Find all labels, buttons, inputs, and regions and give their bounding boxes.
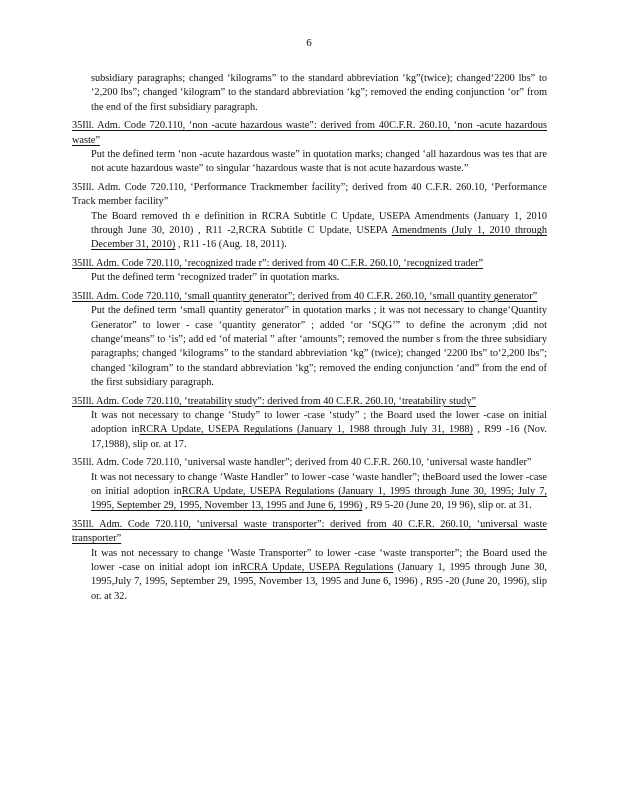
entry-small-quantity-generator xyxy=(72,290,547,391)
entry-non-acute-hazardous-waste xyxy=(72,119,547,177)
entry-heading: 35Ill. Adm. Code 720.110, ‘treatability study”: derived from 40 C.F.R. 260.10, ‘treatability study” xyxy=(72,395,477,407)
entry-text-plain: The Board removed th e definition in RCRA Subtitle C Update, USEPA Amendments (January 1, 2010 through June 30, 2010) , R11 -2,RCRA Subtitle C Update, USEPA xyxy=(91,210,547,237)
entry-text xyxy=(72,547,547,605)
entry-heading: 35Ill. Adm. Code 720.110, ‘small quantity generator”; derived from 40 C.F.R. 260.10, ‘small quantity generator” xyxy=(72,290,538,302)
entry-text-underlined: RCRA Update, USEPA Regulations (January 1, 1995 through June 30, 1995; July 7, 1995, September 29, 1995, November 13, 1995 and June 6, 1996) xyxy=(91,485,547,512)
entry-text-tail: , R9 5-20 (June 20, 19 96), slip or. at 31. xyxy=(362,500,532,512)
entry-text-tail: , R99 -16 (Nov. 17,1988), slip or. at 17. xyxy=(91,424,547,450)
entry-text-underlined: RCRA Update, USEPA Regulations xyxy=(240,562,394,573)
entry-universal-waste-transporter xyxy=(72,518,547,604)
continuation-text: subsidiary paragraphs; changed ‘kilograms” to the standard abbreviation ‘kg”(twice); changed‘2200 lbs” to ‘2,200 lbs”; changed ‘kilogram” to the standard abbreviation ‘kg”; removed the ending conjunction ‘or” from the end of the first subsidiary paragraph. xyxy=(91,73,547,113)
entry-universal-waste-handler xyxy=(72,456,547,514)
entry-text-plain: It was not necessary to change ‘Waste Handler” to lower -case ‘waste handler”; theBoard used the lower -case on initial adoption in xyxy=(91,471,547,497)
entry-text-plain: It was not necessary to change ‘Waste Transporter” to lower -case ‘waste transporter”; the Board used the lower -case on initial adopt ion in xyxy=(91,547,547,573)
entry-text-underlined: RCRA Update, USEPA Regulations (January 1, 1988 through July 31, 1988) xyxy=(139,424,473,436)
entry-heading: 35Ill. Adm. Code 720.110, ‘universal waste handler”; derived from 40 C.F.R. 260.10, ‘universal waste handler” xyxy=(72,457,532,469)
entry-text xyxy=(72,409,547,452)
entry-text xyxy=(72,471,547,514)
entry-recognized-trader xyxy=(72,257,547,286)
entry-text-tail: , R11 -16 (Aug. 18, 2011). xyxy=(175,239,287,251)
entry-text-tail: (January 1, 1995 through June 30, 1995,July 7, 1995, September 29, 1995, November 13, 1995 and June 6, 1996) , R95 -20 (June 20, 1996), slip or. at 32. xyxy=(91,562,547,602)
document-body xyxy=(72,72,547,608)
entry-text-underlined: Amendments (July 1, 2010 through December 31, 2010) xyxy=(91,225,547,251)
continuation-block xyxy=(72,72,547,115)
entry-text-plain: It was not necessary to change ‘Study” to lower -case ‘study” ; the Board used the lower -case on initial adoption in xyxy=(91,409,547,436)
entry-treatability-study xyxy=(72,395,547,453)
entry-performance-track-member-facility xyxy=(72,181,547,253)
entry-text: Put the defined term ‘non -acute hazardous waste” in quotation marks; changed ‘all hazardous was tes that are not acute hazardous waste” to singular ‘hazardous waste that is not acute hazardous waste.” xyxy=(91,149,547,175)
entry-text xyxy=(72,210,547,253)
entry-heading: 35Ill. Adm. Code 720.110, ‘universal waste transporter”: derived from 40 C.F.R. 260.10, ‘universal waste transporter” xyxy=(72,518,547,545)
entry-heading: 35Ill. Adm. Code 720.110, ‘recognized trade r”: derived from 40 C.F.R. 260.10, ‘recognized trader” xyxy=(72,257,484,269)
entry-heading: 35Ill. Adm. Code 720.110, ‘Performance Trackmember facility”; derived from 40 C.F.R. 260.10, ‘Performance Track member facility” xyxy=(72,181,547,208)
entry-heading: 35Ill. Adm. Code 720.110, ‘non -acute hazardous waste”: derived from 40C.F.R. 260.10, ‘non -acute hazardous waste” xyxy=(72,120,547,146)
entry-text: Put the defined term ‘recognized trader” in quotation marks. xyxy=(91,272,340,284)
page-number: 6 xyxy=(306,37,312,49)
entry-text: Put the defined term ‘small quantity generator” in quotation marks ; it was not necessary to change‘Quantity Generator” to lower - case ‘quantity generator” ; added ‘or ‘SQG’” to define the acronym ;did not change‘means” to ‘is”; add ed ‘of material ” after ‘amounts”; removed the number s from the three subsidiary paragraphs; changed ‘kilograms” to the standard abbreviation ‘kg” (twice); changed ‘2200 lbs” to‘2,200 lbs”; changed ‘kilogram” to the standard abbreviation ‘kg”; removed the ending conjunction ‘and” from the end of the first subsidiary paragraph. xyxy=(91,305,547,389)
